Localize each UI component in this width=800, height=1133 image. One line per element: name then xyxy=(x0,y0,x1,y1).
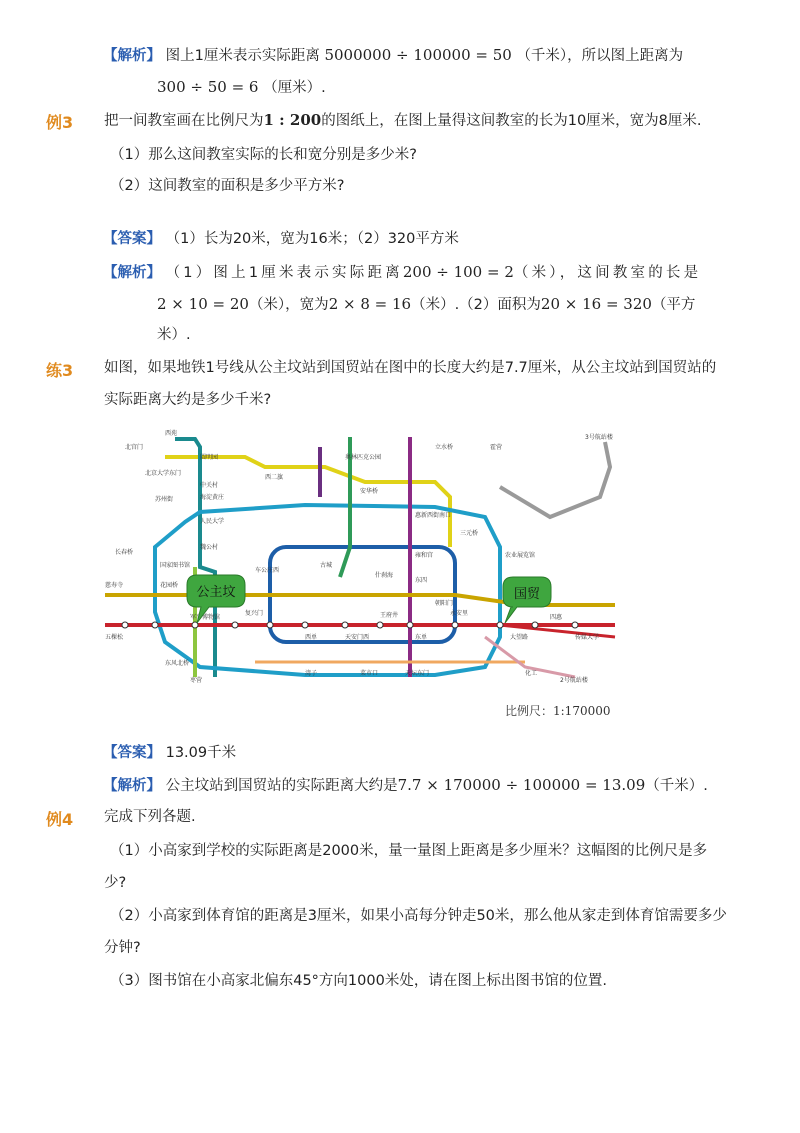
station-label: 车公庄西 xyxy=(255,567,280,574)
station-label: 国家图书馆 xyxy=(160,562,191,569)
station-label: 西单 xyxy=(305,634,318,641)
station-label: 菜市口 xyxy=(360,670,379,677)
analysis-line-2 xyxy=(157,77,326,98)
example-3-answer xyxy=(103,229,459,249)
analysis-text: （千米）. xyxy=(645,778,708,794)
station-label: 天安门西 xyxy=(345,634,370,641)
station-label: 传媒大学 xyxy=(575,634,600,641)
station-labels xyxy=(105,429,614,684)
analysis-tag: 【解析】 xyxy=(103,778,161,794)
station-label: 中关村 xyxy=(200,482,219,489)
station-label: 奥林匹克公园 xyxy=(345,454,382,461)
station-label: 魏公村 xyxy=(200,544,219,551)
analysis-text: （米），宽为 xyxy=(248,297,329,313)
analysis-math: 20 × 16 = 320 xyxy=(540,295,652,313)
practice-3-question-line-1: 如图，如果地铁1号线从公主坟站到国贸站在图中的长度大约是7.7厘米，从公主坟站到国贸站的 xyxy=(104,360,717,376)
station-label: 慈寿寺 xyxy=(105,582,124,589)
answer-text: （1）长为20米，宽为16米；（2）320平方米 xyxy=(165,231,459,247)
example-3-analysis-line-2 xyxy=(157,294,695,315)
practice-3-label: 练3 xyxy=(46,361,74,380)
analysis-math: 2 × 8 = 16 xyxy=(328,295,412,313)
analysis-tag: 【解析】 xyxy=(103,48,161,64)
station-label: 农业展览馆 xyxy=(505,552,536,559)
line-13 xyxy=(165,457,450,547)
answer-text: 13.09千米 xyxy=(165,745,237,761)
practice-3-question-line-2: 实际距离大约是多少千米? xyxy=(104,392,272,408)
station-label: 军事博物馆 xyxy=(190,614,221,621)
analysis-text: （平方 xyxy=(651,297,696,313)
answer-tag: 【答案】 xyxy=(103,745,161,761)
analysis-text: （厘米）. xyxy=(263,80,326,96)
question-text: 把一间教室画在比例尺为 xyxy=(104,113,264,129)
station-label: 湾子 xyxy=(305,670,318,677)
station-label: 安华桥 xyxy=(360,488,379,495)
station-label: 立水桥 xyxy=(435,444,454,451)
station-label: 四惠 xyxy=(550,614,563,621)
station-label: 海淀黄庄 xyxy=(200,494,225,501)
analysis-text: （米）.（2）面积为 xyxy=(411,297,541,313)
question-text: 的图纸上，在图上量得这间教室的长为10厘米，宽为8厘米. xyxy=(321,113,702,129)
analysis-math: 2 × 10 = 20 xyxy=(157,295,249,313)
station-label: 枣营 xyxy=(190,677,203,684)
answer-tag: 【答案】 xyxy=(103,231,161,247)
station-label: 什刹海 xyxy=(375,572,394,579)
analysis-line-1 xyxy=(103,45,683,66)
station-label: 北宫门 xyxy=(125,444,144,451)
example-4-q1-line-1: （1）小高家到学校的实际距离是2000米，量一量图上距离是多少厘米？这幅图的比例尺是多 xyxy=(110,843,708,859)
analysis-text: （千米），所以图上距离为 xyxy=(516,48,684,64)
station-label: 苏州街 xyxy=(155,496,174,503)
station-label: 2号航站楼 xyxy=(560,677,588,684)
station-label: 圆明园 xyxy=(200,454,219,461)
question-math: 1 : 200 xyxy=(263,111,322,129)
station-label: 东风北桥 xyxy=(165,660,190,667)
callout-label: 公主坟 xyxy=(196,585,236,600)
subway-map xyxy=(105,427,625,689)
station-label: 大望路 xyxy=(510,634,529,641)
analysis-text: 公主坟站到国贸站的实际距离大约是 xyxy=(165,778,398,794)
example-4-intro: 完成下列各题. xyxy=(104,809,196,825)
example-3-analysis-line-1 xyxy=(103,262,701,283)
callout-label: 国贸 xyxy=(513,587,541,602)
station-label: 古城 xyxy=(320,562,333,569)
station-label: 三元桥 xyxy=(460,530,479,537)
station-label: 西二旗 xyxy=(265,474,284,481)
example-4-q1-line-2: 少? xyxy=(104,875,127,891)
station-label: 西苑 xyxy=(165,430,178,437)
station-label: 永安里 xyxy=(450,610,469,617)
station-label: 王府井 xyxy=(380,612,399,619)
station-label: 化工 xyxy=(525,670,538,677)
station-label: 东四 xyxy=(415,577,428,584)
analysis-text: （米），这间教室的长是 xyxy=(513,265,702,281)
analysis-math: 300 ÷ 50 = 6 xyxy=(157,78,259,96)
callout-guomao xyxy=(503,577,551,623)
example-3-analysis-line-3: 米）. xyxy=(157,327,191,343)
station-label: 朝阳门 xyxy=(435,600,454,607)
airport-express-line xyxy=(500,442,610,517)
station-label: 3号航站楼 xyxy=(585,434,613,441)
example-3-sub-1: （1）那么这间教室实际的长和宽分别是多少米? xyxy=(110,147,417,163)
example-3-label: 例3 xyxy=(46,113,74,132)
example-4-q2-line-1: （2）小高家到体育馆的距离是3厘米，如果小高每分钟走50米，那么他从家走到体育馆需要多少 xyxy=(110,908,727,924)
subway-map-svg xyxy=(105,427,625,689)
example-3-question xyxy=(104,110,702,131)
station-label: 复兴门 xyxy=(245,610,264,617)
analysis-text: 图上1厘米表示实际距离 xyxy=(165,48,320,64)
station-label: 雍和宫 xyxy=(415,552,434,559)
analysis-text: （1）图上1厘米表示实际距离 xyxy=(165,265,403,281)
station-label: 花园桥 xyxy=(160,582,179,589)
analysis-math: 200 ÷ 100 = 2 xyxy=(402,263,514,281)
example-4-q2-line-2: 分钟? xyxy=(104,940,141,956)
analysis-tag: 【解析】 xyxy=(103,265,161,281)
station-label: 人民大学 xyxy=(200,518,225,525)
practice-3-analysis xyxy=(103,775,708,796)
example-3-sub-2: （2）这间教室的面积是多少平方米? xyxy=(110,178,345,194)
analysis-math: 7.7 × 170000 ÷ 100000 = 13.09 xyxy=(397,776,646,794)
station-label: 东单 xyxy=(415,634,428,641)
station-label: 天坛东门 xyxy=(405,670,430,677)
station-label: 五棵松 xyxy=(105,634,124,641)
example-4-q3: （3）图书馆在小高家北偏东45°方向1000米处，请在图上标出图书馆的位置. xyxy=(110,973,607,989)
station-label: 霍营 xyxy=(490,444,503,451)
analysis-math: 5000000 ÷ 100000 = 50 xyxy=(324,46,512,64)
example-4-label: 例4 xyxy=(46,810,74,829)
station-label: 北京大学东门 xyxy=(145,470,182,477)
station-label: 长春桥 xyxy=(115,549,134,556)
station-label: 惠新西街南口 xyxy=(415,512,452,519)
map-scale-label: 比例尺：1:170000 xyxy=(505,704,611,718)
practice-3-answer xyxy=(103,743,236,763)
